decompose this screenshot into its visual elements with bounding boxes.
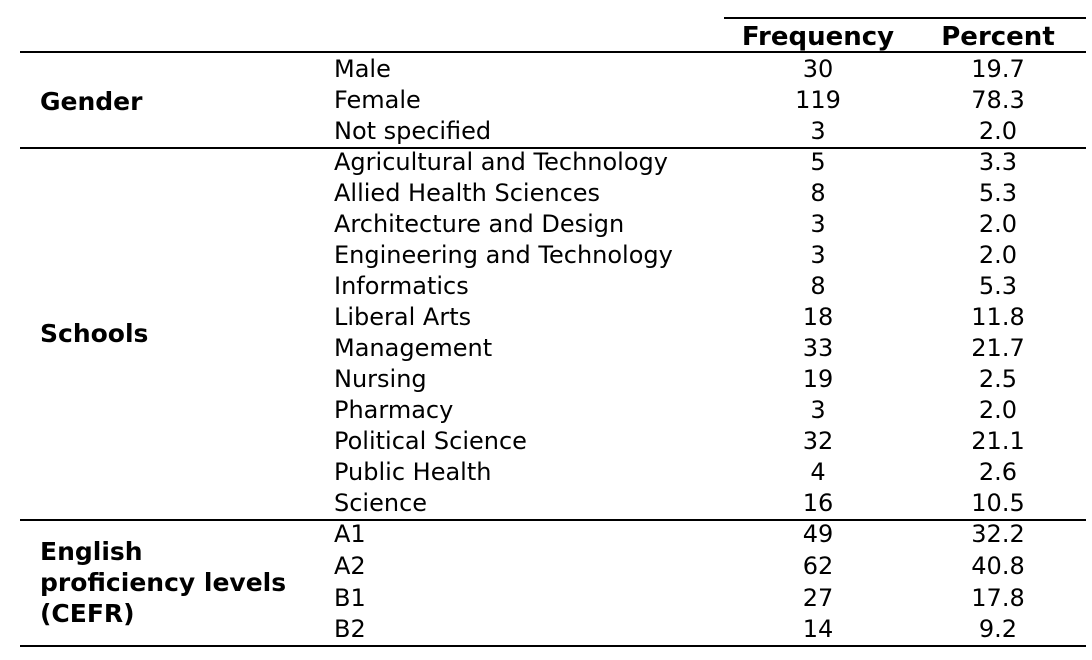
row-label: B2	[334, 615, 366, 643]
row-label: Engineering and Technology	[334, 241, 673, 269]
table-row	[0, 583, 1092, 614]
row-percent: 40.8	[971, 552, 1025, 580]
table-row	[0, 271, 1092, 302]
table-row	[0, 364, 1092, 395]
row-frequency: 5	[810, 148, 826, 176]
row-frequency: 33	[802, 334, 834, 362]
table-row	[0, 519, 1092, 550]
row-frequency: 4	[810, 458, 826, 486]
row-percent: 2.0	[978, 210, 1018, 238]
header-top-rule	[724, 17, 1086, 19]
table-row	[0, 54, 1092, 85]
row-label: Agricultural and Technology	[334, 148, 668, 176]
row-percent: 2.6	[978, 458, 1018, 486]
row-label: Public Health	[334, 458, 492, 486]
group-label-english-2: proficiency levels	[40, 568, 287, 597]
table-row	[0, 116, 1092, 147]
row-percent: 9.2	[978, 615, 1018, 643]
row-percent: 2.5	[978, 365, 1018, 393]
row-percent: 5.3	[978, 272, 1018, 300]
row-frequency: 30	[802, 55, 834, 83]
row-label: Nursing	[334, 365, 427, 393]
row-label: A2	[334, 552, 366, 580]
row-percent: 21.1	[971, 427, 1025, 455]
row-percent: 17.8	[971, 584, 1025, 612]
row-percent: 2.0	[978, 396, 1018, 424]
table-row	[0, 240, 1092, 271]
header-percent: Percent	[941, 22, 1055, 52]
row-label: Liberal Arts	[334, 303, 472, 331]
row-frequency: 32	[802, 427, 834, 455]
caption-fragment	[150, 0, 450, 2]
group-label-schools: Schools	[40, 319, 149, 348]
row-percent: 10.5	[971, 489, 1025, 517]
table-row	[0, 395, 1092, 426]
row-frequency: 3	[810, 241, 826, 269]
row-percent: 3.3	[978, 148, 1018, 176]
row-label: Allied Health Sciences	[334, 179, 601, 207]
row-frequency: 62	[802, 552, 834, 580]
row-frequency: 49	[802, 520, 834, 548]
table-row	[0, 457, 1092, 488]
group-label-english-3: (CEFR)	[40, 599, 135, 628]
row-label: Management	[334, 334, 493, 362]
table-row	[0, 333, 1092, 364]
row-percent: 19.7	[971, 55, 1025, 83]
row-label: Not specified	[334, 117, 492, 145]
row-percent: 5.3	[978, 179, 1018, 207]
table-row	[0, 85, 1092, 116]
row-frequency: 27	[802, 584, 834, 612]
row-label: Male	[334, 55, 391, 83]
table-row	[0, 178, 1092, 209]
table-row	[0, 209, 1092, 240]
row-label: Informatics	[334, 272, 469, 300]
row-label: Science	[334, 489, 428, 517]
row-label: A1	[334, 520, 366, 548]
table-row	[0, 426, 1092, 457]
row-label: Female	[334, 86, 421, 114]
row-frequency: 3	[810, 117, 826, 145]
row-frequency: 8	[810, 179, 826, 207]
row-frequency: 119	[795, 86, 841, 114]
row-percent: 11.8	[971, 303, 1025, 331]
table-bottom-rule	[20, 645, 1086, 647]
row-percent: 21.7	[971, 334, 1025, 362]
table-row	[0, 614, 1092, 645]
row-frequency: 3	[810, 210, 826, 238]
row-label: Pharmacy	[334, 396, 454, 424]
row-percent: 2.0	[978, 241, 1018, 269]
row-percent: 2.0	[978, 117, 1018, 145]
row-frequency: 3	[810, 396, 826, 424]
row-label: Political Science	[334, 427, 527, 455]
table-row	[0, 551, 1092, 582]
row-percent: 78.3	[971, 86, 1025, 114]
row-label: Architecture and Design	[334, 210, 625, 238]
row-frequency: 14	[802, 615, 834, 643]
row-frequency: 8	[810, 272, 826, 300]
group-label-english-1: English	[40, 537, 143, 566]
row-label: B1	[334, 584, 366, 612]
row-percent: 32.2	[971, 520, 1025, 548]
row-frequency: 16	[802, 489, 834, 517]
table-row	[0, 302, 1092, 333]
header-frequency: Frequency	[741, 22, 895, 52]
group-label-gender: Gender	[40, 87, 143, 116]
table-row	[0, 147, 1092, 178]
table-row	[0, 488, 1092, 519]
row-frequency: 18	[802, 303, 834, 331]
row-frequency: 19	[802, 365, 834, 393]
